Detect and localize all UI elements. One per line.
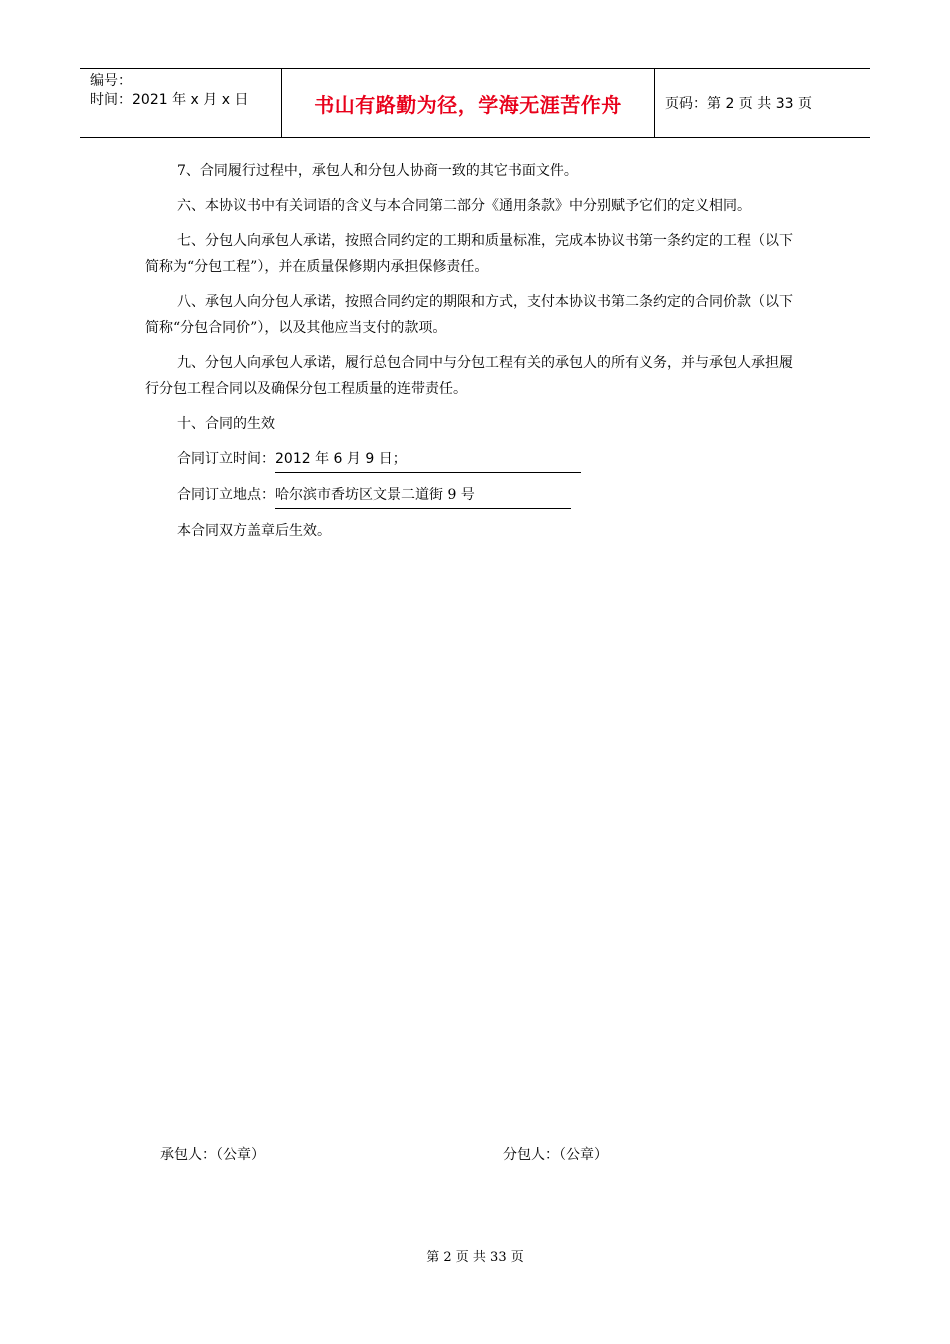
contract-body [145, 158, 805, 553]
sign-place-line [145, 482, 805, 509]
effect-statement: 本合同双方盖章后生效。 [177, 523, 331, 539]
paragraph-nine: 九、分包人向承包人承诺，履行总包合同中与分包工程有关的承包人的所有义务，并与承包人承担履行分包工程合同以及确保分包工程质量的连带责任。 [145, 355, 793, 397]
sign-time-label: 合同订立时间： [177, 451, 275, 467]
contractor-seal: 承包人：（公章） [160, 1147, 265, 1163]
subcontractor-seal: 分包人：（公章） [503, 1147, 608, 1163]
header-page-info: 页码：第 2 页 共 33 页 [665, 96, 812, 112]
motto: 书山有路勤为径，学海无涯苦作舟 [314, 92, 622, 117]
header-meta [80, 69, 282, 137]
time-label: 时间：2021 年 x 月 x 日 [90, 92, 249, 108]
page-header [80, 68, 870, 138]
sign-time-line [145, 446, 805, 473]
paragraph-six: 六、本协议书中有关词语的含义与本合同第二部分《通用条款》中分别赋予它们的定义相同。 [177, 198, 751, 214]
number-label: 编号： [90, 73, 132, 89]
paragraph-7: 7、合同履行过程中，承包人和分包人协商一致的其它书面文件。 [177, 163, 578, 179]
sign-place-label: 合同订立地点： [177, 487, 275, 503]
paragraph-seven: 七、分包人向承包人承诺，按照合同约定的工期和质量标准，完成本协议书第一条约定的工程（以下简称为“分包工程”），并在质量保修期内承担保修责任。 [145, 233, 793, 275]
sign-place-value: 哈尔滨市香坊区文景二道街 9 号 [275, 482, 571, 509]
header-motto-cell [282, 69, 655, 137]
paragraph-ten: 十、合同的生效 [177, 416, 275, 432]
page-footer: 第 2 页 共 33 页 [426, 1250, 524, 1265]
paragraph-eight: 八、承包人向分包人承诺，按照合同约定的期限和方式，支付本协议书第二条约定的合同价款（以下简称“分包合同价”），以及其他应当支付的款项。 [145, 294, 793, 336]
sign-time-value: 2012 年 6 月 9 日； [275, 446, 581, 473]
